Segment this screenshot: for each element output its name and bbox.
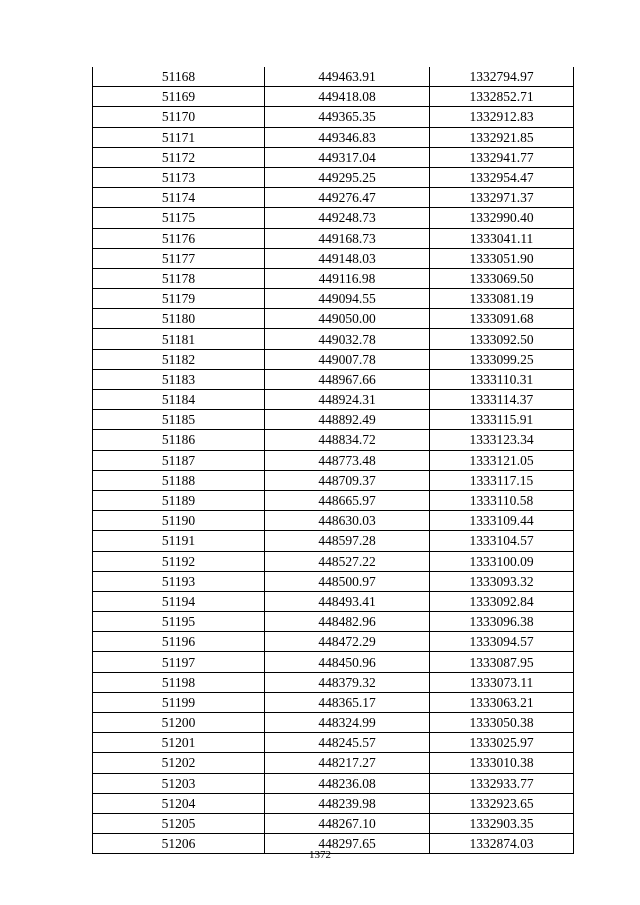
x-coordinate-cell: 449276.47 (265, 188, 430, 208)
x-coordinate-cell: 449346.83 (265, 127, 430, 147)
point-id-cell: 51175 (93, 208, 265, 228)
table-row (93, 773, 574, 793)
coordinate-table (92, 67, 574, 854)
point-id-cell: 51195 (93, 612, 265, 632)
point-id-cell: 51203 (93, 773, 265, 793)
point-id-cell: 51197 (93, 652, 265, 672)
x-coordinate-cell: 448709.37 (265, 470, 430, 490)
point-id-cell: 51180 (93, 309, 265, 329)
table-row (93, 329, 574, 349)
table-row (93, 813, 574, 833)
point-id-cell: 51190 (93, 511, 265, 531)
y-coordinate-cell: 1333087.95 (430, 652, 574, 672)
table-row (93, 632, 574, 652)
y-coordinate-cell: 1333100.09 (430, 551, 574, 571)
y-coordinate-cell: 1332971.37 (430, 188, 574, 208)
table-row (93, 167, 574, 187)
y-coordinate-cell: 1332874.03 (430, 834, 574, 854)
y-coordinate-cell: 1332990.40 (430, 208, 574, 228)
point-id-cell: 51204 (93, 793, 265, 813)
y-coordinate-cell: 1333110.58 (430, 490, 574, 510)
x-coordinate-cell: 448379.32 (265, 672, 430, 692)
point-id-cell: 51199 (93, 692, 265, 712)
y-coordinate-cell: 1333091.68 (430, 309, 574, 329)
table-row (93, 551, 574, 571)
point-id-cell: 51189 (93, 490, 265, 510)
table-row (93, 410, 574, 430)
y-coordinate-cell: 1332852.71 (430, 87, 574, 107)
y-coordinate-cell: 1333069.50 (430, 268, 574, 288)
x-coordinate-cell: 448217.27 (265, 753, 430, 773)
table-row (93, 248, 574, 268)
x-coordinate-cell: 448450.96 (265, 652, 430, 672)
table-row (93, 349, 574, 369)
table-row (93, 793, 574, 813)
table-row (93, 228, 574, 248)
table-row (93, 147, 574, 167)
y-coordinate-cell: 1332933.77 (430, 773, 574, 793)
x-coordinate-cell: 449148.03 (265, 248, 430, 268)
y-coordinate-cell: 1332912.83 (430, 107, 574, 127)
y-coordinate-cell: 1332941.77 (430, 147, 574, 167)
x-coordinate-cell: 449463.91 (265, 67, 430, 87)
x-coordinate-cell: 448239.98 (265, 793, 430, 813)
point-id-cell: 51196 (93, 632, 265, 652)
x-coordinate-cell: 449317.04 (265, 147, 430, 167)
y-coordinate-cell: 1333092.50 (430, 329, 574, 349)
table-row (93, 430, 574, 450)
x-coordinate-cell: 448365.17 (265, 692, 430, 712)
x-coordinate-cell: 449418.08 (265, 87, 430, 107)
point-id-cell: 51185 (93, 410, 265, 430)
x-coordinate-cell: 449248.73 (265, 208, 430, 228)
y-coordinate-cell: 1333093.32 (430, 571, 574, 591)
point-id-cell: 51173 (93, 167, 265, 187)
y-coordinate-cell: 1333114.37 (430, 390, 574, 410)
x-coordinate-cell: 448597.28 (265, 531, 430, 551)
table-row (93, 369, 574, 389)
point-id-cell: 51176 (93, 228, 265, 248)
table-row (93, 268, 574, 288)
table-row (93, 692, 574, 712)
point-id-cell: 51200 (93, 713, 265, 733)
table-row (93, 390, 574, 410)
point-id-cell: 51181 (93, 329, 265, 349)
point-id-cell: 51171 (93, 127, 265, 147)
x-coordinate-cell: 448493.41 (265, 591, 430, 611)
point-id-cell: 51194 (93, 591, 265, 611)
point-id-cell: 51174 (93, 188, 265, 208)
point-id-cell: 51193 (93, 571, 265, 591)
point-id-cell: 51187 (93, 450, 265, 470)
y-coordinate-cell: 1333117.15 (430, 470, 574, 490)
x-coordinate-cell: 448324.99 (265, 713, 430, 733)
y-coordinate-cell: 1333073.11 (430, 672, 574, 692)
x-coordinate-cell: 448527.22 (265, 551, 430, 571)
table-row (93, 713, 574, 733)
x-coordinate-cell: 449032.78 (265, 329, 430, 349)
y-coordinate-cell: 1333041.11 (430, 228, 574, 248)
table-row (93, 652, 574, 672)
y-coordinate-cell: 1333050.38 (430, 713, 574, 733)
y-coordinate-cell: 1332794.97 (430, 67, 574, 87)
x-coordinate-cell: 449295.25 (265, 167, 430, 187)
table-row (93, 450, 574, 470)
point-id-cell: 51183 (93, 369, 265, 389)
y-coordinate-cell: 1333110.31 (430, 369, 574, 389)
table-row (93, 309, 574, 329)
table-row (93, 511, 574, 531)
y-coordinate-cell: 1333051.90 (430, 248, 574, 268)
y-coordinate-cell: 1333121.05 (430, 450, 574, 470)
point-id-cell: 51178 (93, 268, 265, 288)
x-coordinate-cell: 448482.96 (265, 612, 430, 632)
point-id-cell: 51201 (93, 733, 265, 753)
y-coordinate-cell: 1333025.97 (430, 733, 574, 753)
x-coordinate-cell: 448267.10 (265, 813, 430, 833)
x-coordinate-cell: 448665.97 (265, 490, 430, 510)
x-coordinate-cell: 448773.48 (265, 450, 430, 470)
table-row (93, 188, 574, 208)
point-id-cell: 51206 (93, 834, 265, 854)
x-coordinate-cell: 448892.49 (265, 410, 430, 430)
point-id-cell: 51177 (93, 248, 265, 268)
y-coordinate-cell: 1333123.34 (430, 430, 574, 450)
x-coordinate-cell: 448500.97 (265, 571, 430, 591)
x-coordinate-cell: 448245.57 (265, 733, 430, 753)
point-id-cell: 51168 (93, 67, 265, 87)
table-row (93, 591, 574, 611)
x-coordinate-cell: 448236.08 (265, 773, 430, 793)
y-coordinate-cell: 1333099.25 (430, 349, 574, 369)
point-id-cell: 51172 (93, 147, 265, 167)
coordinate-table-body (93, 67, 574, 854)
table-row (93, 67, 574, 87)
point-id-cell: 51169 (93, 87, 265, 107)
point-id-cell: 51191 (93, 531, 265, 551)
y-coordinate-cell: 1333096.38 (430, 612, 574, 632)
y-coordinate-cell: 1333010.38 (430, 753, 574, 773)
point-id-cell: 51179 (93, 289, 265, 309)
x-coordinate-cell: 448297.65 (265, 834, 430, 854)
x-coordinate-cell: 448630.03 (265, 511, 430, 531)
y-coordinate-cell: 1332923.65 (430, 793, 574, 813)
x-coordinate-cell: 448924.31 (265, 390, 430, 410)
y-coordinate-cell: 1333092.84 (430, 591, 574, 611)
x-coordinate-cell: 449365.35 (265, 107, 430, 127)
table-row (93, 753, 574, 773)
x-coordinate-cell: 448967.66 (265, 369, 430, 389)
table-row (93, 571, 574, 591)
point-id-cell: 51170 (93, 107, 265, 127)
point-id-cell: 51182 (93, 349, 265, 369)
point-id-cell: 51198 (93, 672, 265, 692)
x-coordinate-cell: 449116.98 (265, 268, 430, 288)
table-row (93, 470, 574, 490)
x-coordinate-cell: 449050.00 (265, 309, 430, 329)
y-coordinate-cell: 1333115.91 (430, 410, 574, 430)
table-row (93, 208, 574, 228)
point-id-cell: 51202 (93, 753, 265, 773)
point-id-cell: 51192 (93, 551, 265, 571)
y-coordinate-cell: 1333094.57 (430, 632, 574, 652)
page-number: 1372 (309, 849, 331, 861)
table-row (93, 87, 574, 107)
table-row (93, 612, 574, 632)
y-coordinate-cell: 1333081.19 (430, 289, 574, 309)
x-coordinate-cell: 448834.72 (265, 430, 430, 450)
y-coordinate-cell: 1332954.47 (430, 167, 574, 187)
table-row (93, 490, 574, 510)
table-row (93, 672, 574, 692)
y-coordinate-cell: 1333063.21 (430, 692, 574, 712)
point-id-cell: 51205 (93, 813, 265, 833)
table-row (93, 289, 574, 309)
point-id-cell: 51188 (93, 470, 265, 490)
table-row (93, 531, 574, 551)
table-row (93, 733, 574, 753)
point-id-cell: 51186 (93, 430, 265, 450)
y-coordinate-cell: 1333104.57 (430, 531, 574, 551)
y-coordinate-cell: 1332921.85 (430, 127, 574, 147)
y-coordinate-cell: 1333109.44 (430, 511, 574, 531)
x-coordinate-cell: 449094.55 (265, 289, 430, 309)
x-coordinate-cell: 449168.73 (265, 228, 430, 248)
table-row (93, 107, 574, 127)
point-id-cell: 51184 (93, 390, 265, 410)
y-coordinate-cell: 1332903.35 (430, 813, 574, 833)
x-coordinate-cell: 448472.29 (265, 632, 430, 652)
x-coordinate-cell: 449007.78 (265, 349, 430, 369)
table-row (93, 127, 574, 147)
